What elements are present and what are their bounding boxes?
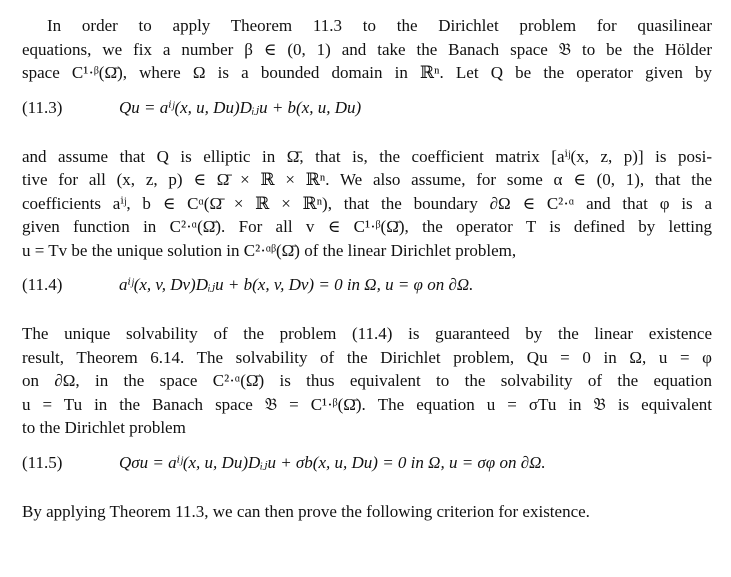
- text-line: The unique solvability of the problem (11.4) is guaranteed by the linear existence: [22, 324, 712, 343]
- text-line: By applying Theorem 11.3, we can then prove the following criterion for existence.: [22, 501, 590, 521]
- text-line: given function in C²·ᵅ(Ω̄). For all v ∈ C¹·ᵝ(Ω̄), the operator T is defined by letting: [22, 217, 712, 236]
- equation-body: Qσu = aⁱʲ(x, u, Du)Dᵢⱼu + σb(x, u, Du) = 0 in Ω, u = σφ on ∂Ω.: [119, 452, 546, 472]
- text-line: coefficients aⁱʲ, b ∈ Cᵅ(Ω̄ × ℝ × ℝⁿ), that the boundary ∂Ω ∈ C²·ᵅ and that φ is a: [22, 193, 712, 213]
- text-line: In order to apply Theorem 11.3 to the Dirichlet problem for quasilinear: [47, 16, 712, 35]
- equation-11-5: [22, 450, 712, 476]
- paragraph-solvability: [22, 322, 712, 440]
- text-line: equations, we fix a number β ∈ (0, 1) and take the Banach space 𝔅 to be the Hölder: [22, 39, 712, 59]
- equation-label: (11.4): [22, 275, 63, 294]
- text-line: result, Theorem 6.14. The solvability of the Dirichlet problem, Qu = 0 in Ω, u = φ: [22, 347, 712, 367]
- equation-11-4: [22, 272, 712, 298]
- equation-body: Qu = aⁱʲ(x, u, Du)Dᵢⱼu + b(x, u, Du): [119, 97, 362, 117]
- text-line: and assume that Q is elliptic in Ω̄, that is, the coefficient matrix [aⁱʲ(x, z, p)] is posi-: [22, 146, 712, 166]
- text-line: to the Dirichlet problem: [22, 418, 186, 437]
- equation-label: (11.3): [22, 97, 63, 117]
- paragraph-ellipticity: [22, 145, 712, 263]
- text-line: u = Tu in the Banach space 𝔅 = C¹·ᵝ(Ω̄). The equation u = σTu in 𝔅 is equivalent: [22, 394, 712, 414]
- text-line: space C¹·ᵝ(Ω̄), where Ω is a bounded domain in ℝⁿ. Let Q be the operator given by: [22, 63, 712, 82]
- paper-page: [22, 14, 712, 523]
- paragraph-intro: [22, 14, 712, 85]
- text-line: on ∂Ω, in the space C²·ᵅ(Ω̄) is thus equivalent to the solvability of the equation: [22, 371, 712, 390]
- equation-body: aⁱʲ(x, v, Dv)Dᵢⱼu + b(x, v, Dv) = 0 in Ω, u = φ on ∂Ω.: [119, 275, 474, 294]
- paragraph-criterion: [22, 500, 712, 524]
- text-line: u = Tv be the unique solution in C²·ᵅᵝ(Ω̄) of the linear Dirichlet problem,: [22, 240, 517, 260]
- equation-label: (11.5): [22, 452, 63, 472]
- equation-11-3: [22, 95, 712, 121]
- text-line: tive for all (x, z, p) ∈ Ω̄ × ℝ × ℝⁿ. We also assume, for some α ∈ (0, 1), that the: [22, 170, 712, 189]
